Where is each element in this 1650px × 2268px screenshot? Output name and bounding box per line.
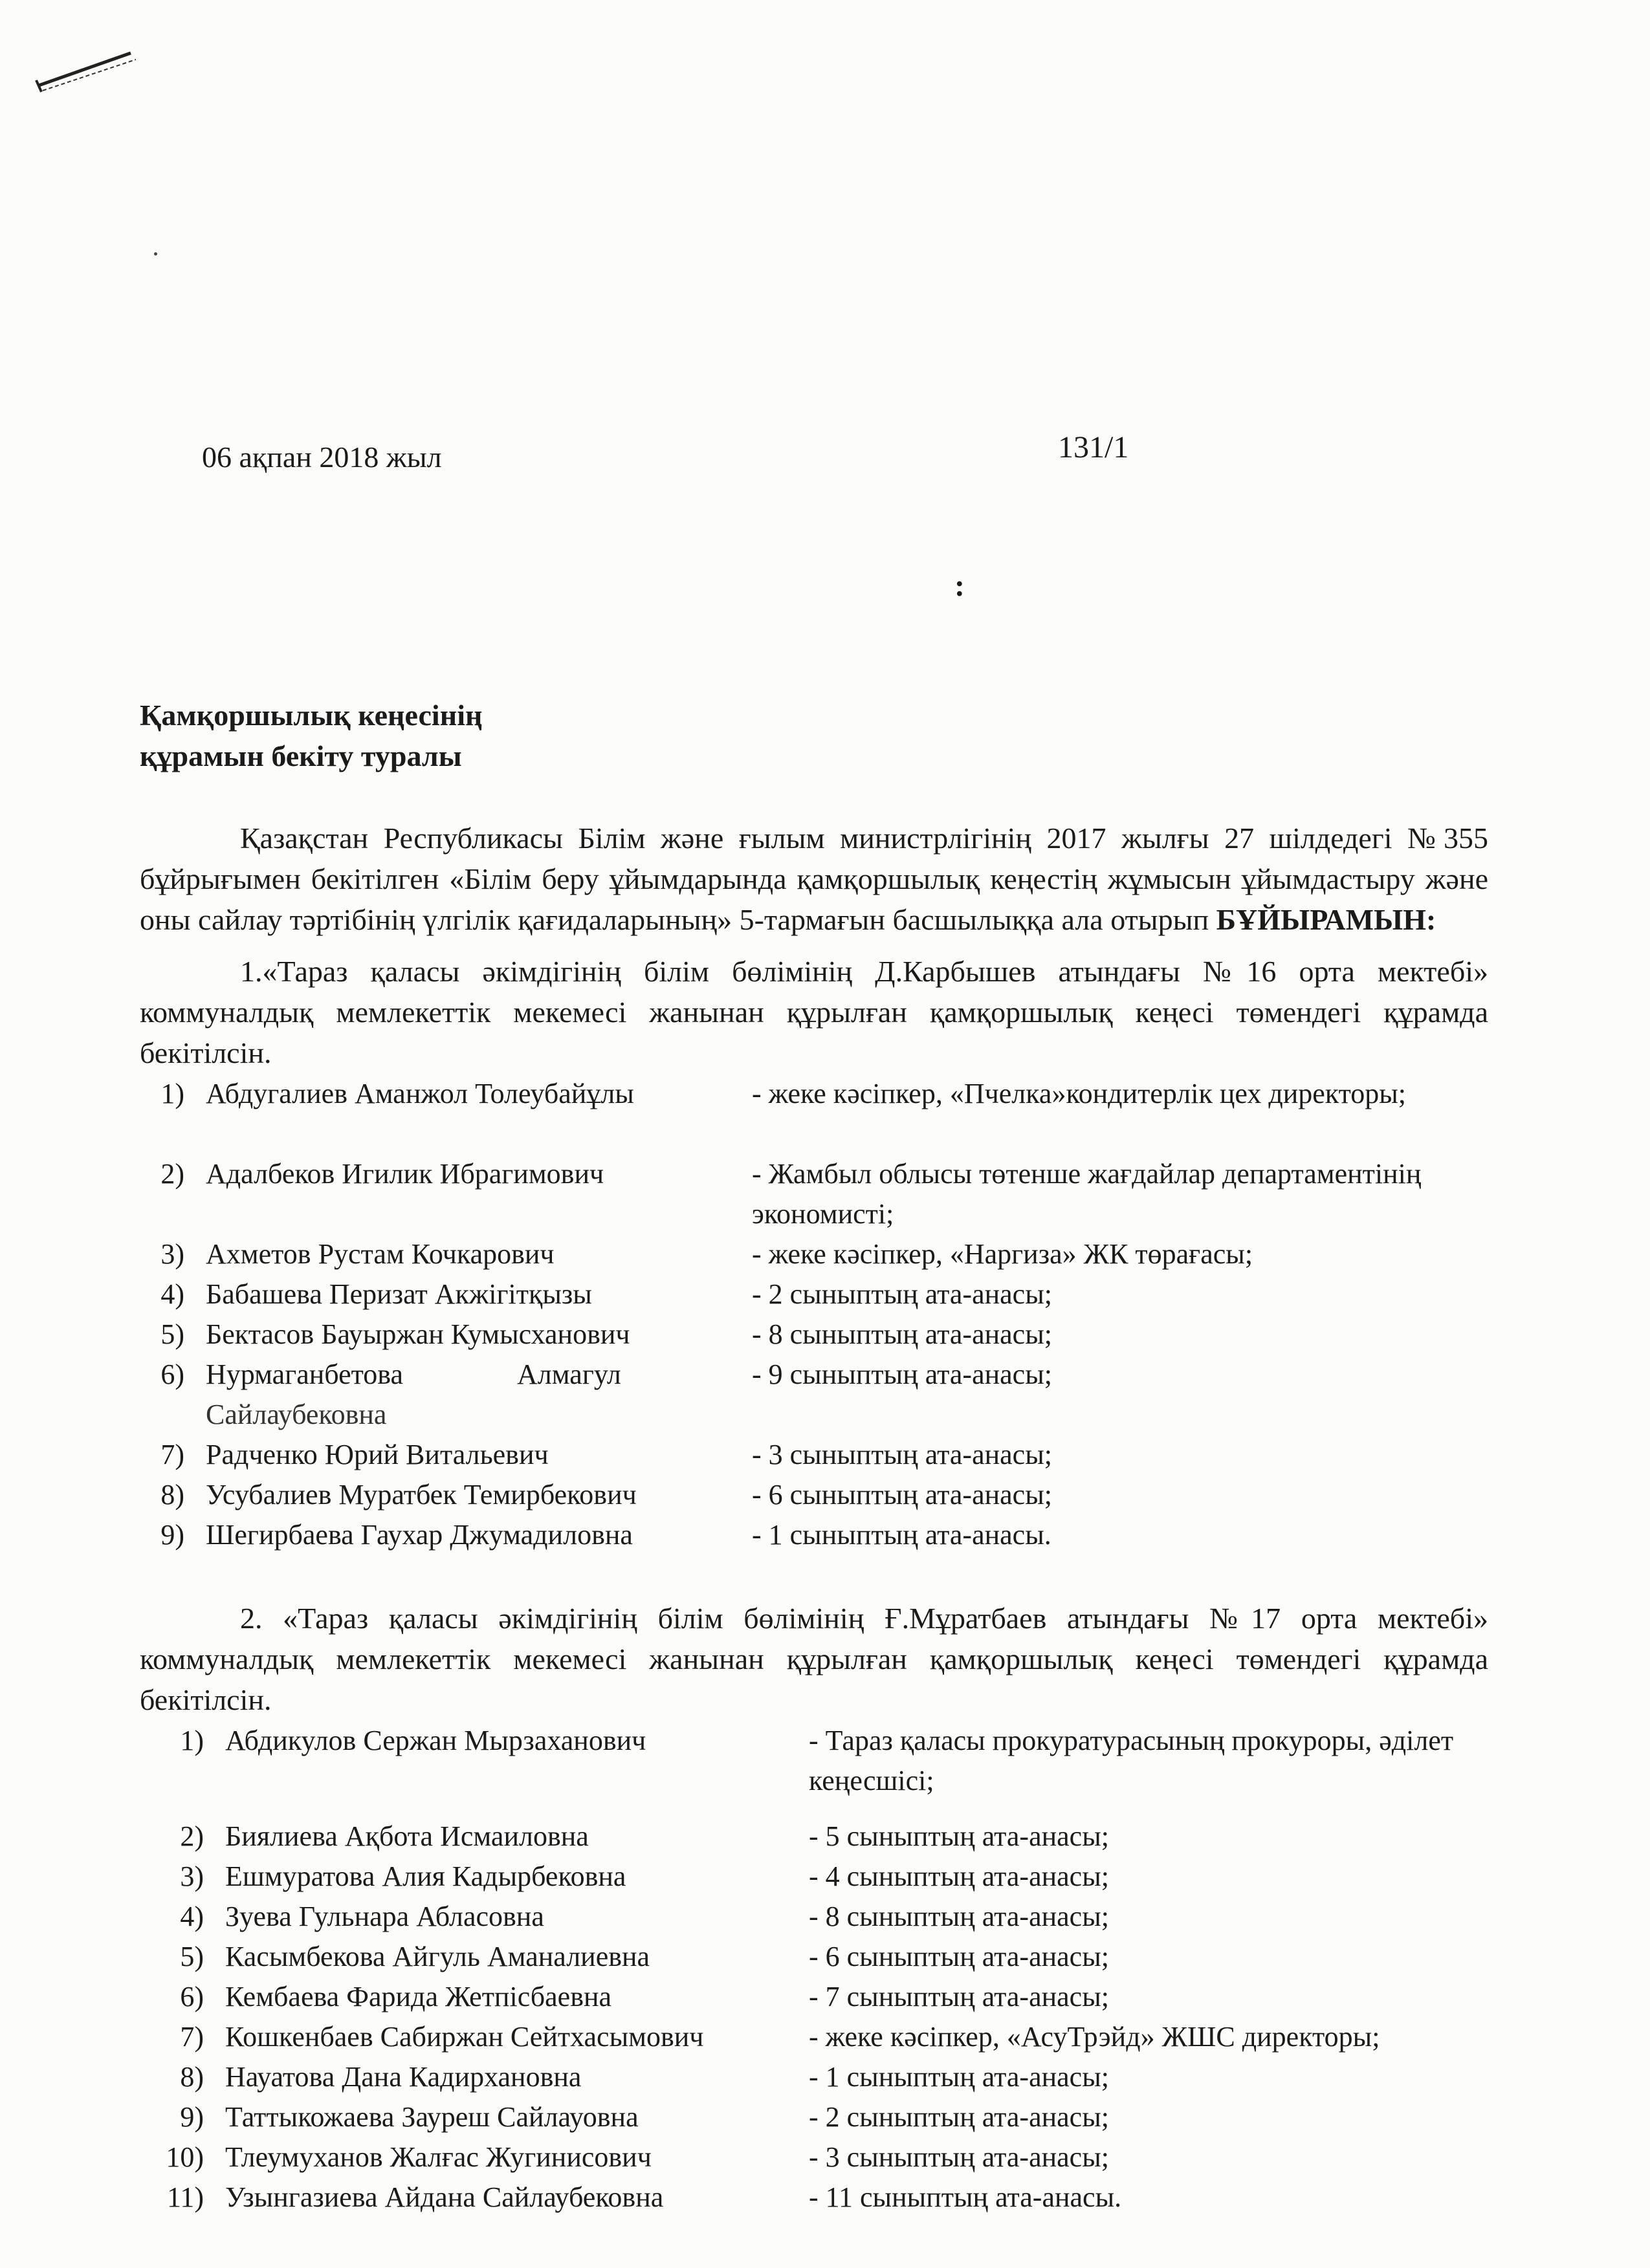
- item-number: 3): [180, 1860, 204, 1892]
- item-number: 10): [166, 2141, 204, 2173]
- document-date: 06 ақпан 2018 жыл: [202, 441, 442, 474]
- item-number: 7): [180, 2021, 204, 2053]
- member-name: Науатова Дана Кадирхановна: [225, 2061, 582, 2093]
- member-role: - жеке кәсіпкер, «Наргиза» ЖК төрағасы;: [752, 1238, 1253, 1270]
- section-1-intro: 1.«Тараз қаласы әкімдігінің білім бөлімінің Д.Карбышев атындағы №16 орта мектебі» коммуналдық мемлекеттік мекемесі жанынан құрылған қамқоршылық кеңесі төмендегі құрамда бекітілсін.: [140, 955, 1488, 1069]
- member-role: - 5 сыныптың ата-анасы;: [809, 1820, 1109, 1852]
- member-role: - Тараз қаласы прокуратурасының прокуроры, әділет кеңесшісі;: [809, 1725, 1454, 1796]
- member-role: - жеке кәсіпкер, «Пчелка»кондитерлік цех директоры;: [752, 1078, 1407, 1109]
- scan-mark: :: [954, 569, 965, 603]
- member-name: Кошкенбаев Сабиржан Сейтхасымович: [225, 2021, 704, 2053]
- member-name: Абдикулов Сержан Мырзаханович: [225, 1725, 646, 1756]
- member-name: Ахметов Рустам Кочкарович: [206, 1238, 555, 1270]
- member-name: Бектасов Бауыржан Кумысханович: [206, 1318, 630, 1350]
- member-role: - 9 сыныптың ата-анасы;: [752, 1358, 1052, 1390]
- member-role: - 3 сыныптың ата-анасы;: [809, 2141, 1109, 2173]
- document-title: [140, 695, 483, 776]
- item-number: 6): [180, 1981, 204, 2012]
- member-name: Усубалиев Муратбек Темирбекович: [206, 1479, 637, 1510]
- member-name: Кембаева Фарида Жетпісбаевна: [225, 1981, 612, 2012]
- item-number: 2): [180, 1820, 204, 1852]
- member-name: Таттыкожаева Зауреш Сайлауовна: [225, 2101, 639, 2133]
- member-role: - 8 сыныптың ата-анасы;: [809, 1901, 1109, 1932]
- title-line-1: Қамқоршылық кеңесінің: [140, 699, 483, 732]
- item-number: 5): [180, 1941, 204, 1972]
- item-number: 7): [160, 1439, 184, 1470]
- item-number: 8): [180, 2061, 204, 2093]
- member-name: Бабашева Перизат Акжігітқызы: [206, 1278, 592, 1310]
- member-name: Зуева Гульнара Абласовна: [225, 1901, 544, 1932]
- preamble-text: Қазақстан Республикасы Білім және ғылым министрлігінің 2017 жылғы 27 шілдедегі №355 бұйрығымен бекітілген «Білім беру ұйымдарында қамқоршылық кеңестің жұмысын ұйымдастыру және оны сайлау тәртібінің үлгілік қағидаларының» 5-тармағын басшылыққа ала отырып: [140, 822, 1488, 936]
- item-number: 11): [166, 2181, 204, 2213]
- member-role: - 8 сыныптың ата-анасы;: [752, 1318, 1052, 1350]
- preamble-paragraph: [140, 818, 1488, 940]
- member-role: - 6 сыныптың ата-анасы;: [752, 1479, 1052, 1510]
- member-name: Тлеумуханов Жалғас Жугинисович: [225, 2141, 652, 2173]
- member-role: - Жамбыл облысы төтенше жағдайлар департаментінің экономисті;: [752, 1158, 1422, 1230]
- item-number: 1): [180, 1725, 204, 1756]
- member-role: - 2 сыныптың ата-анасы;: [752, 1278, 1052, 1310]
- member-role: - 7 сыныптың ата-анасы;: [809, 1981, 1109, 2012]
- item-number: 8): [160, 1479, 184, 1510]
- member-name: Биялиева Ақбота Исмаиловна: [225, 1820, 589, 1852]
- member-name: Радченко Юрий Витальевич: [206, 1439, 549, 1470]
- item-number: 4): [160, 1278, 184, 1310]
- member-role: - 1 сыныптың ата-анасы;: [809, 2061, 1109, 2093]
- member-name: Шегирбаева Гаухар Джумадиловна: [206, 1519, 633, 1551]
- stamp-mark-icon: [34, 40, 144, 98]
- member-role: - 11 сыныптың ата-анасы.: [809, 2181, 1122, 2213]
- title-line-2: құрамын бекіту туралы: [140, 739, 462, 772]
- command-word: БҰЙЫРАМЫН:: [1216, 903, 1436, 936]
- member-name: Узынгазиева Айдана Сайлаубековна: [225, 2181, 664, 2213]
- member-name: Касымбекова Айгуль Аманалиевна: [225, 1941, 650, 1972]
- item-number: 1): [160, 1078, 184, 1109]
- scan-speck: [154, 252, 157, 256]
- member-name: Нурмаганбетова Алмагул: [206, 1358, 621, 1390]
- member-role: - жеке кәсіпкер, «АсуТрэйд» ЖШС директоры;: [809, 2021, 1380, 2053]
- item-number: 9): [160, 1519, 184, 1551]
- member-name: Ешмуратова Алия Кадырбековна: [225, 1860, 626, 1892]
- member-name-continuation: Сайлаубековна: [206, 1399, 387, 1430]
- item-number: 4): [180, 1901, 204, 1932]
- item-number: 3): [160, 1238, 184, 1270]
- member-role: - 6 сыныптың ата-анасы;: [809, 1941, 1109, 1972]
- member-name: Абдугалиев Аманжол Толеубайұлы: [206, 1078, 634, 1109]
- item-number: 5): [160, 1318, 184, 1350]
- item-number: 9): [180, 2101, 204, 2133]
- member-role: - 2 сыныптың ата-анасы;: [809, 2101, 1109, 2133]
- item-number: 6): [160, 1358, 184, 1390]
- member-role: - 3 сыныптың ата-анасы;: [752, 1439, 1052, 1470]
- member-name: Адалбеков Игилик Ибрагимович: [206, 1158, 604, 1190]
- item-number: 2): [160, 1158, 184, 1190]
- document-number: 131/1: [1058, 430, 1129, 464]
- section-2-intro: 2. «Тараз қаласы әкімдігінің білім бөлімінің Ғ.Мұратбаев атындағы №17 орта мектебі» коммуналдық мемлекеттік мекемесі жанынан құрылған қамқоршылық кеңесі төмендегі құрамда бекітілсін.: [140, 1602, 1488, 1716]
- member-role: - 1 сыныптың ата-анасы.: [752, 1519, 1051, 1551]
- member-role: - 4 сыныптың ата-анасы;: [809, 1860, 1109, 1892]
